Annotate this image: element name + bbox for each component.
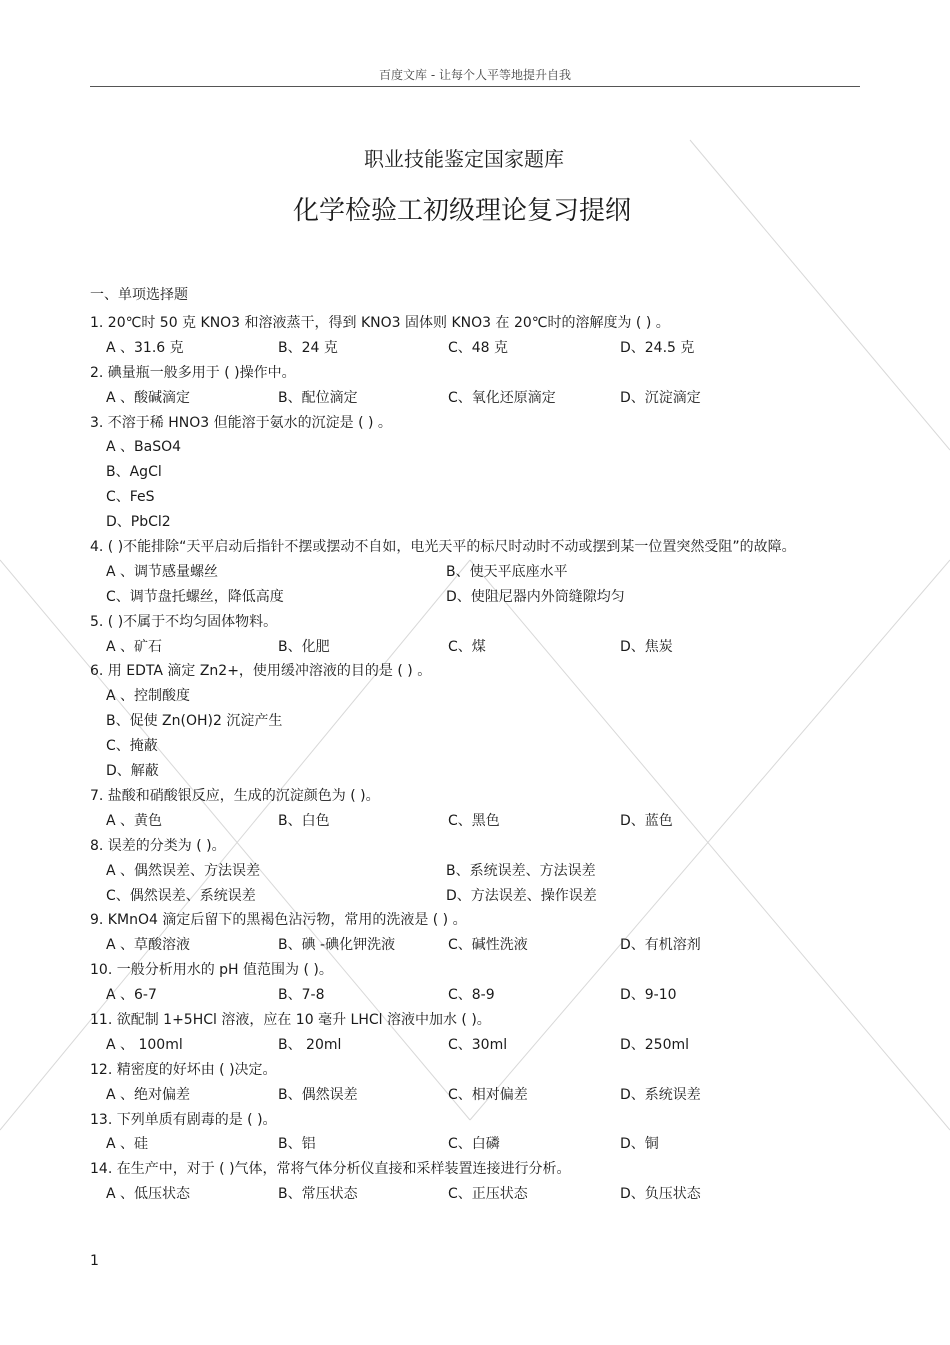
answer-option: B、偶然误差 [278, 1086, 358, 1103]
options-row [90, 336, 850, 361]
answer-option: B、白色 [278, 812, 330, 829]
answer-option: D、使阻尼器内外筒缝隙均匀 [446, 588, 625, 605]
answer-option: A 、低压状态 [106, 1186, 191, 1203]
answer-option: B、使天平底座水平 [446, 563, 568, 580]
question-list [90, 311, 850, 1207]
answer-option: A 、矿石 [106, 638, 163, 655]
answer-option: D、24.5 克 [620, 339, 695, 356]
answer-option: D、有机溶剂 [620, 937, 701, 954]
answer-option: B、配位滴定 [278, 389, 358, 406]
answer-option: C、30ml [448, 1036, 508, 1053]
question-text: 12. 精密度的好坏由 ( )决定。 [90, 1061, 277, 1078]
answer-option: A 、黄色 [106, 812, 163, 829]
answer-option: D、系统误差 [620, 1086, 701, 1103]
answer-option: A 、31.6 克 [106, 339, 184, 356]
answer-option: D、负压状态 [620, 1186, 701, 1203]
answer-option: D、焦炭 [620, 638, 673, 655]
options-row [90, 809, 850, 834]
answer-option: D、方法误差、操作误差 [446, 887, 597, 904]
answer-option: B、7-8 [278, 987, 325, 1004]
answer-option: C、正压状态 [448, 1186, 528, 1203]
answer-option: B、AgCl [106, 464, 162, 481]
options-row [90, 386, 850, 411]
answer-option: C、8-9 [448, 987, 495, 1004]
answer-option: A 、控制酸度 [106, 688, 191, 705]
answer-option: B、化肥 [278, 638, 330, 655]
question-text: 5. ( )不属于不均匀固体物料。 [90, 613, 278, 630]
answer-option: C、掩蔽 [106, 738, 158, 755]
question-text: 6. 用 EDTA 滴定 Zn2+，使用缓冲溶液的目的是 ( ) 。 [90, 663, 432, 680]
options-row [90, 1132, 850, 1157]
answer-option: C、调节盘托螺丝，降低高度 [106, 588, 284, 605]
options-row [90, 884, 850, 909]
answer-option: B、常压状态 [278, 1186, 358, 1203]
answer-option: A 、偶然误差、方法误差 [106, 862, 261, 879]
question-text: 2. 碘量瓶一般多用于 ( )操作中。 [90, 364, 296, 381]
answer-option: D、解蔽 [106, 763, 159, 780]
question-text: 7. 盐酸和硝酸银反应，生成的沉淀颜色为 ( )。 [90, 787, 380, 804]
question-text: 1. 20℃时 50 克 KNO3 和溶液蒸干，得到 KNO3 固体则 KNO3 在 20℃时的溶解度为 ( ) 。 [90, 315, 670, 331]
answer-option: A 、调节感量螺丝 [106, 563, 219, 580]
options-row [90, 1182, 850, 1207]
options-row [90, 635, 850, 660]
answer-option: D、250ml [620, 1036, 690, 1053]
page-header: 百度文库 - 让每个人平等地提升自我 [90, 66, 860, 87]
answer-option: B、 20ml [278, 1036, 342, 1053]
answer-option: C、偶然误差、系统误差 [106, 887, 256, 904]
answer-option: D、9-10 [620, 987, 677, 1004]
document-subtitle: 职业技能鉴定国家题库 [364, 147, 564, 171]
options-row [90, 859, 850, 884]
answer-option: A 、6-7 [106, 987, 157, 1004]
answer-option: A 、绝对偏差 [106, 1086, 191, 1103]
options-row [90, 560, 850, 585]
question-text: 4. ( )不能排除“天平启动后指针不摆或摆动不自如，电光天平的标尺时动时不动或摆到某一位置突然受阻”的故障。 [90, 539, 796, 556]
answer-option: A 、BaSO4 [106, 439, 182, 456]
question-text: 10. 一般分析用水的 pH 值范围为 ( )。 [90, 962, 333, 979]
question-text: 14. 在生产中，对于 ( )气体，常将气体分析仪直接和采样装置连接进行分析。 [90, 1161, 571, 1178]
answer-option: D、铜 [620, 1136, 659, 1153]
answer-option: C、白磷 [448, 1136, 500, 1153]
question-text: 8. 误差的分类为 ( )。 [90, 837, 226, 854]
question-text: 9. KMnO4 滴定后留下的黑褐色沾污物，常用的洗液是 ( ) 。 [90, 912, 467, 929]
options-row [90, 1083, 850, 1108]
answer-option: B、碘 -碘化钾洗液 [278, 937, 396, 954]
answer-option: A 、 100ml [106, 1036, 183, 1053]
answer-option: C、氧化还原滴定 [448, 389, 556, 406]
answer-option: C、黑色 [448, 812, 500, 829]
answer-option: A 、草酸溶液 [106, 937, 191, 954]
options-row [90, 933, 850, 958]
answer-option: D、蓝色 [620, 812, 673, 829]
answer-option: D、PbCl2 [106, 514, 171, 531]
answer-option: C、48 克 [448, 339, 509, 356]
answer-option: C、FeS [106, 489, 155, 506]
options-row [90, 983, 850, 1008]
answer-option: A 、酸碱滴定 [106, 389, 191, 406]
page-number: 1 [90, 1253, 99, 1269]
options-row [90, 585, 850, 610]
section-heading: 一、单项选择题 [90, 287, 188, 303]
answer-option: B、24 克 [278, 339, 338, 356]
answer-option: C、碱性洗液 [448, 937, 528, 954]
options-row [90, 1033, 850, 1058]
question-text: 11. 欲配制 1+5HCl 溶液，应在 10 毫升 LHCl 溶液中加水 ( )。 [90, 1011, 491, 1028]
answer-option: A 、硅 [106, 1136, 149, 1153]
answer-option: C、煤 [448, 638, 486, 655]
answer-option: B、促使 Zn(OH)2 沉淀产生 [106, 713, 283, 730]
answer-option: B、铝 [278, 1136, 316, 1153]
question-text: 3. 不溶于稀 HNO3 但能溶于氨水的沉淀是 ( ) 。 [90, 414, 392, 431]
answer-option: B、系统误差、方法误差 [446, 862, 596, 879]
question-text: 13. 下列单质有剧毒的是 ( )。 [90, 1111, 277, 1128]
answer-option: D、沉淀滴定 [620, 389, 701, 406]
document-title: 化学检验工初级理论复习提纲 [292, 196, 631, 226]
answer-option: C、相对偏差 [448, 1086, 528, 1103]
